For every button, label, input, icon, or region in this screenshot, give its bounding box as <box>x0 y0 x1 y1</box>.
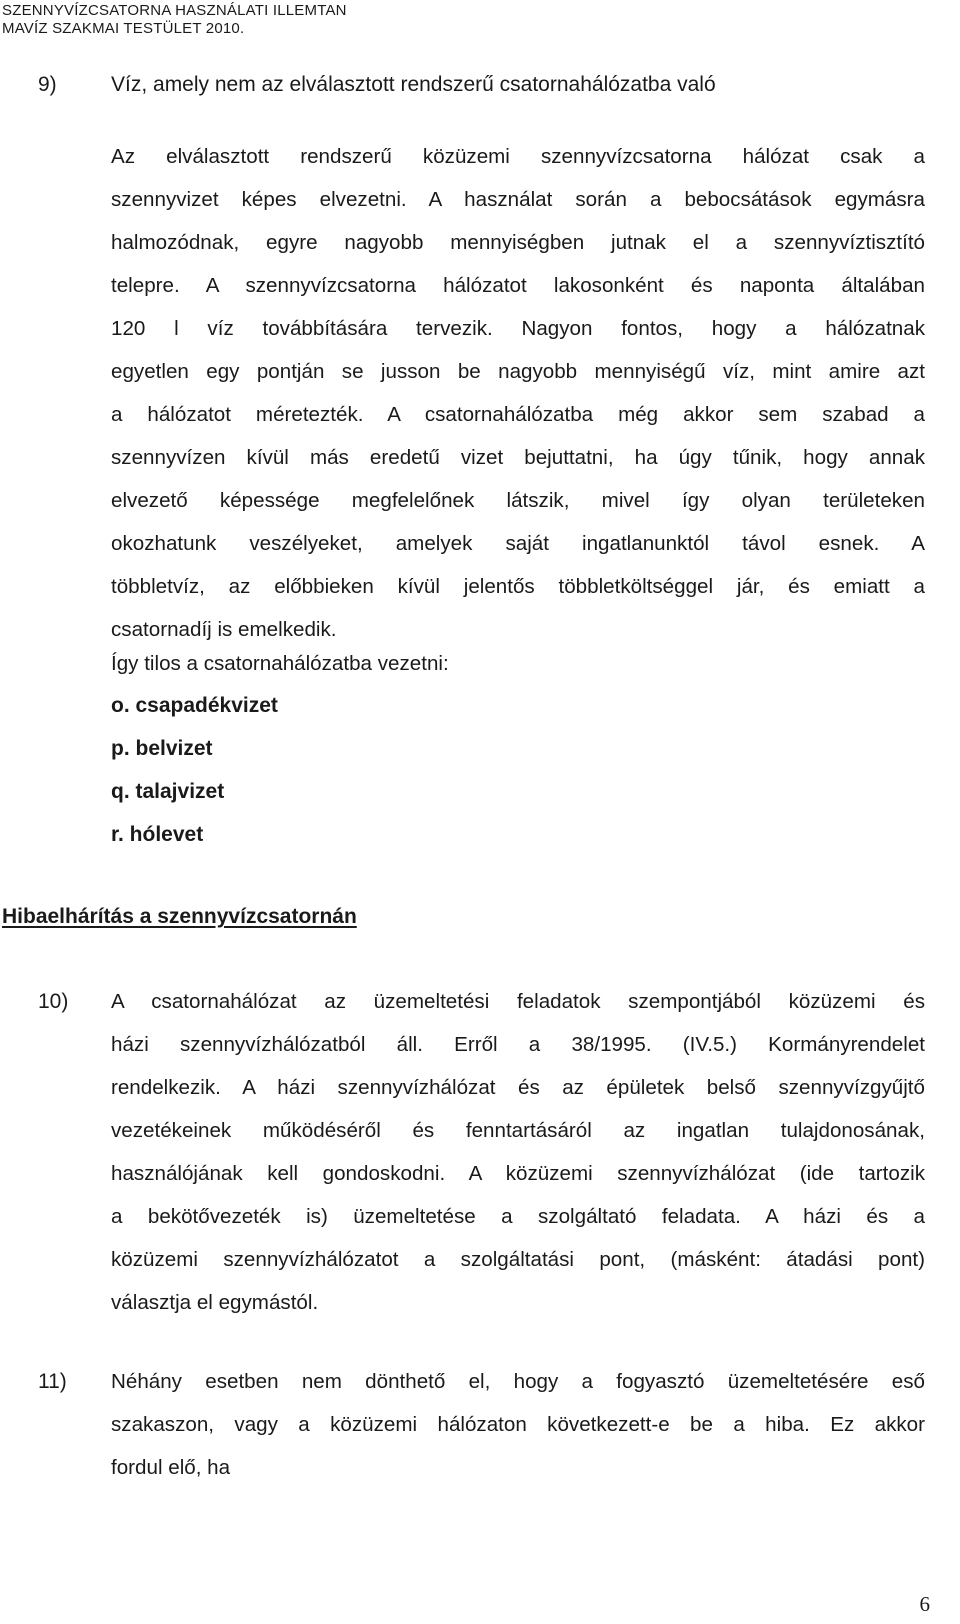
paragraph-line: halmozódnak, egyre nagyobb mennyiségben jutnak el a szennyvíztisztító <box>111 231 925 254</box>
paragraph-line: használójának kell gondoskodni. A közüzemi szennyvízhálózat (ide tartozik <box>111 1162 925 1185</box>
list-item: p. belvizet <box>111 737 213 760</box>
paragraph-line: szennyvizet képes elvezetni. A használat során a bebocsátások egymásra <box>111 188 925 211</box>
paragraph-line: Néhány esetben nem dönthető el, hogy a fogyasztó üzemeltetésére eső <box>111 1370 925 1393</box>
paragraph-line: szakaszon, vagy a közüzemi hálózaton következett-e be a hiba. Ez akkor <box>111 1413 925 1436</box>
paragraph-line: szennyvízen kívül más eredetű vizet bejuttatni, ha úgy tűnik, hogy annak <box>111 446 925 469</box>
paragraph-line: rendelkezik. A házi szennyvízhálózat és az épületek belső szennyvízgyűjtő <box>111 1076 925 1099</box>
section-11-number: 11) <box>38 1370 67 1393</box>
paragraph-line: választja el egymástól. <box>111 1291 319 1314</box>
section-10-paragraph <box>111 980 925 1324</box>
section-9-paragraph <box>111 135 925 651</box>
paragraph-line: vezetékeinek működéséről és fenntartásáról az ingatlan tulajdonosának, <box>111 1119 925 1142</box>
paragraph-line: a hálózatot méretezték. A csatornahálózatba még akkor sem szabad a <box>111 403 925 426</box>
list-item: r. hólevet <box>111 823 204 846</box>
paragraph-line: okozhatunk veszélyeket, amelyek saját ingatlanunktól távol esnek. A <box>111 532 925 555</box>
section-9-number: 9) <box>38 73 57 96</box>
section-10-number: 10) <box>38 990 69 1013</box>
page-number: 6 <box>919 1592 930 1616</box>
list-item: q. talajvizet <box>111 780 225 803</box>
list-item: o. csapadékvizet <box>111 694 278 717</box>
paragraph-line: a bekötővezeték is) üzemeltetése a szolgáltató feladata. A házi és a <box>111 1205 925 1228</box>
paragraph-line: fordul elő, ha <box>111 1456 231 1479</box>
paragraph-line: többletvíz, az előbbieken kívül jelentős többletköltséggel jár, és emiatt a <box>111 575 925 598</box>
section-9-title: Víz, amely nem az elválasztott rendszerű csatornahálózatba való <box>111 73 716 96</box>
paragraph-line: telepre. A szennyvízcsatorna hálózatot lakosonként és naponta általában <box>111 274 925 297</box>
paragraph-line: egyetlen egy pontján se jusson be nagyobb mennyiségű víz, mint amire azt <box>111 360 925 383</box>
prohibited-intro: Így tilos a csatornahálózatba vezetni: <box>111 652 449 675</box>
section-11-paragraph <box>111 1360 925 1489</box>
paragraph-line: Az elválasztott rendszerű közüzemi szennyvízcsatorna hálózat csak a <box>111 145 925 168</box>
paragraph-line: elvezető képessége megfelelőnek látszik, mivel így olyan területeken <box>111 489 925 512</box>
header-subtitle: MAVÍZ SZAKMAI TESTÜLET 2010. <box>2 20 245 37</box>
paragraph-line: 120 l víz továbbítására tervezik. Nagyon fontos, hogy a hálózatnak <box>111 317 925 340</box>
section-heading: Hibaelhárítás a szennyvízcsatornán <box>2 905 357 928</box>
paragraph-line: A csatornahálózat az üzemeltetési feladatok szempontjából közüzemi és <box>111 990 925 1013</box>
prohibited-list <box>111 694 278 866</box>
paragraph-line: csatornadíj is emelkedik. <box>111 618 337 641</box>
paragraph-line: házi szennyvízhálózatból áll. Erről a 38/1995. (IV.5.) Kormányrendelet <box>111 1033 925 1056</box>
document-header <box>2 2 347 38</box>
paragraph-line: közüzemi szennyvízhálózatot a szolgáltatási pont, (másként: átadási pont) <box>111 1248 925 1271</box>
header-title: SZENNYVÍZCSATORNA HASZNÁLATI ILLEMTAN <box>2 2 347 19</box>
